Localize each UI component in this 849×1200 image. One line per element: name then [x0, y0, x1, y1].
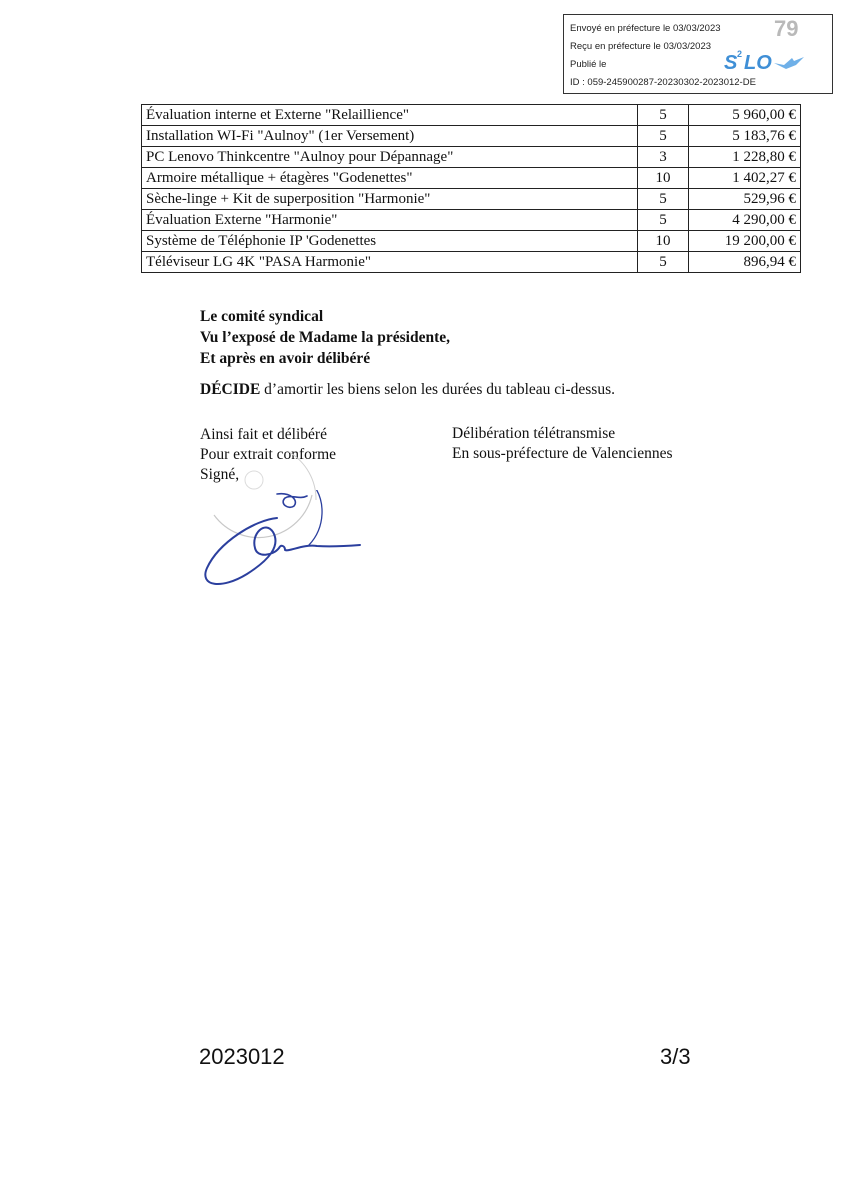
duration-cell: 5	[638, 126, 689, 147]
duration-cell: 5	[638, 252, 689, 273]
stamp-received-date: Reçu en préfecture le 03/03/2023	[570, 41, 712, 52]
decision-preamble	[200, 306, 450, 369]
amount-cell: 19 200,00 €	[689, 231, 801, 252]
assets-table	[141, 104, 801, 273]
table-row	[142, 147, 801, 168]
amount-cell: 4 290,00 €	[689, 210, 801, 231]
document-reference: 2023012	[199, 1044, 285, 1069]
decision-statement	[200, 381, 615, 399]
asset-name-cell: PC Lenovo Thinkcentre "Aulnoy pour Dépannage"	[142, 147, 638, 168]
asset-name-cell: Évaluation interne et Externe "Relaillience"	[142, 105, 638, 126]
stamp-published: Publié le	[570, 59, 607, 70]
stamp-sent-date: Envoyé en préfecture le 03/03/2023	[570, 23, 721, 34]
sig-line-3: Signé,	[200, 466, 240, 483]
trans-line-2: En sous-préfecture de Valenciennes	[452, 445, 673, 462]
table-row	[142, 105, 801, 126]
asset-name-cell: Évaluation Externe "Harmonie"	[142, 210, 638, 231]
duration-cell: 3	[638, 147, 689, 168]
amount-cell: 1 402,27 €	[689, 168, 801, 189]
deliberation-line: Et après en avoir délibéré	[200, 350, 371, 367]
transmission-stamp	[563, 14, 833, 94]
svg-text:S: S	[724, 52, 738, 74]
committee-heading: Le comité syndical	[200, 308, 324, 325]
s2lo-logo	[722, 45, 832, 75]
asset-name-cell: Installation WI-Fi "Aulnoy" (1er Versement)	[142, 126, 638, 147]
handwritten-signature	[195, 490, 370, 595]
decide-text: d’amortir les biens selon les durées du tableau ci-dessus.	[260, 381, 615, 398]
amount-cell: 529,96 €	[689, 189, 801, 210]
duration-cell: 10	[638, 168, 689, 189]
duration-cell: 5	[638, 189, 689, 210]
svg-text:LO: LO	[744, 52, 772, 74]
stamp-number: 79	[774, 16, 799, 41]
stamp-id: ID : 059-245900287-20230302-2023012-DE	[570, 77, 756, 88]
svg-text:2: 2	[737, 49, 743, 59]
trans-line-1: Délibération télétransmise	[452, 425, 616, 442]
page-number: 3/3	[660, 1044, 691, 1069]
amount-cell: 1 228,80 €	[689, 147, 801, 168]
sig-line-2: Pour extrait conforme	[200, 446, 337, 463]
asset-name-cell: Téléviseur LG 4K "PASA Harmonie"	[142, 252, 638, 273]
sig-line-1: Ainsi fait et délibéré	[200, 426, 327, 443]
decide-keyword: DÉCIDE	[200, 381, 261, 398]
table-row	[142, 168, 801, 189]
table-row	[142, 126, 801, 147]
duration-cell: 5	[638, 105, 689, 126]
table-row	[142, 189, 801, 210]
transmission-note	[452, 424, 673, 464]
asset-name-cell: Sèche-linge + Kit de superposition "Harmonie"	[142, 189, 638, 210]
duration-cell: 5	[638, 210, 689, 231]
amount-cell: 896,94 €	[689, 252, 801, 273]
table-row	[142, 252, 801, 273]
table-row	[142, 210, 801, 231]
amount-cell: 5 183,76 €	[689, 126, 801, 147]
duration-cell: 10	[638, 231, 689, 252]
report-line: Vu l’exposé de Madame la présidente,	[200, 329, 450, 346]
amount-cell: 5 960,00 €	[689, 105, 801, 126]
asset-name-cell: Système de Téléphonie IP 'Godenettes	[142, 231, 638, 252]
asset-name-cell: Armoire métallique + étagères "Godenettes"	[142, 168, 638, 189]
table-row	[142, 231, 801, 252]
